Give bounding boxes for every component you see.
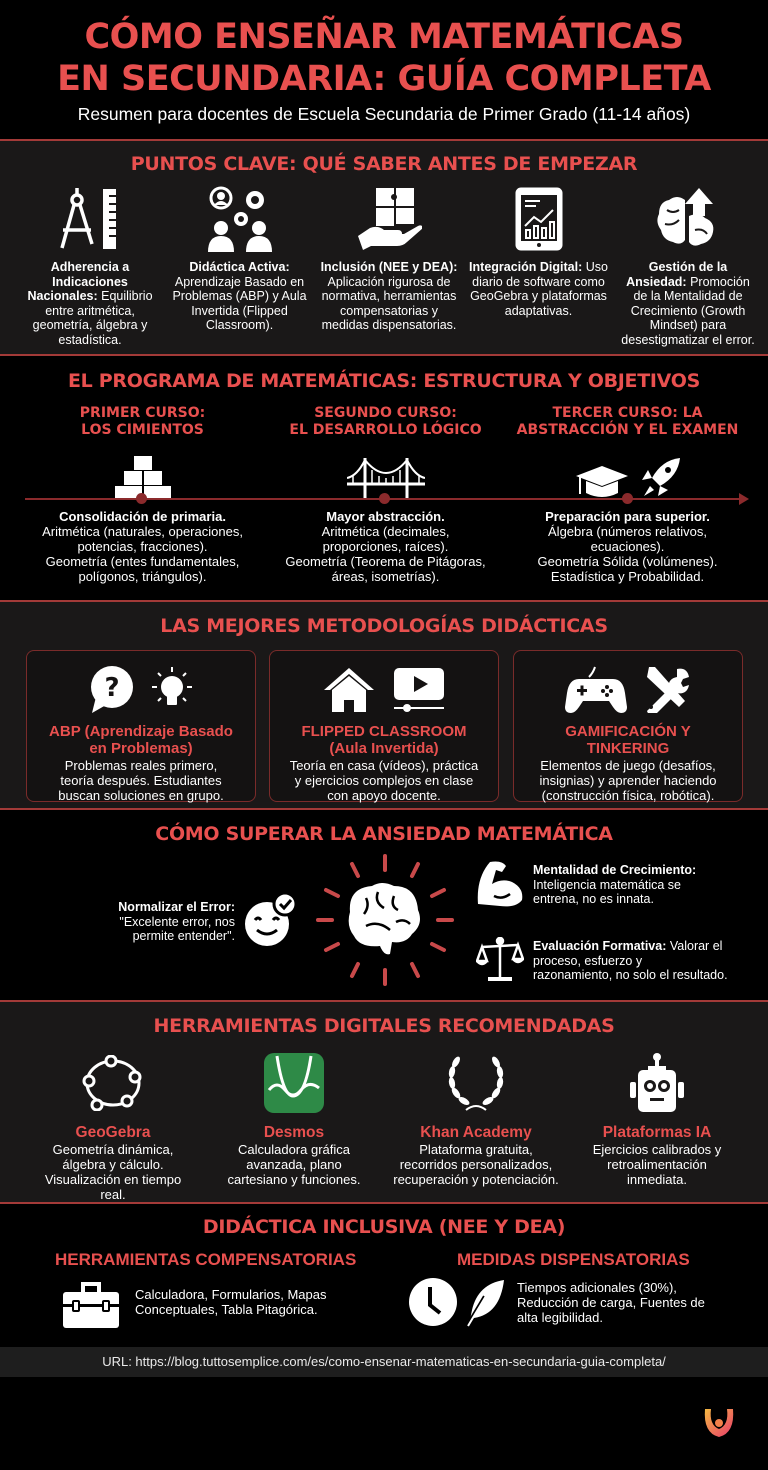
method-card-abp: ? ABP (Aprendizaje Basado en Problemas) Problemas reales primero, teoría después. Estudiantes buscan soluciones en grupo. bbox=[26, 650, 256, 802]
tool-khan-academy: Khan Academy Plataforma gratuita, recorridos personalizados, recuperación y potenciación. bbox=[391, 1048, 561, 1187]
tools-icon bbox=[643, 665, 691, 713]
laurel-wreath-icon bbox=[391, 1048, 561, 1118]
key-point-item: Integración Digital: Uso diario de software como GeoGebra y plataformas adaptativas. bbox=[469, 181, 609, 347]
header bbox=[0, 0, 768, 140]
method-card-gamification: GAMIFICACIÓN Y TINKERING Elementos de juego (desafíos, insignias) y aprender haciendo (construcción física, robótica). bbox=[513, 650, 743, 802]
robot-icon bbox=[572, 1048, 742, 1118]
bridge-icon bbox=[268, 445, 503, 500]
brain-rays-icon bbox=[310, 850, 460, 995]
gamepad-icon bbox=[565, 665, 627, 713]
key-point-item: Adherencia a Indicaciones Nacionales: Equilibrio entre aritmética, geometría, álgebra y estadística. bbox=[20, 181, 160, 347]
desmos-icon bbox=[209, 1048, 379, 1118]
section-title: PUNTOS CLAVE: QUÉ SABER ANTES DE EMPEZAR bbox=[130, 153, 638, 175]
source-url[interactable]: URL: https://blog.tuttosemplice.com/es/como-ensenar-matematicas-en-secundaria-guia-completa/ bbox=[0, 1347, 768, 1377]
timeline-dot bbox=[379, 493, 390, 504]
tool-desmos: Desmos Calculadora gráfica avanzada, plano cartesiano y funciones. bbox=[209, 1048, 379, 1187]
brain-arrow-icon bbox=[618, 181, 758, 256]
graduation-rocket-icon bbox=[510, 445, 745, 500]
growth-mindset-text: Mentalidad de Crecimiento: Inteligencia matemática se entrena, no es innata. bbox=[533, 863, 697, 906]
hand-puzzle-icon bbox=[319, 181, 459, 256]
dispensatory-heading: MEDIDAS DISPENSATORIAS bbox=[457, 1250, 690, 1269]
compensatory-text: Calculadora, Formularios, Mapas Conceptuales, Tabla Pitagórica. bbox=[135, 1287, 327, 1317]
feather-icon bbox=[464, 1278, 506, 1333]
timeline-dot bbox=[622, 493, 633, 504]
section-title: EL PROGRAMA DE MATEMÁTICAS: ESTRUCTURA Y OBJETIVOS bbox=[68, 370, 700, 392]
flexed-arm-icon bbox=[476, 860, 524, 913]
timeline bbox=[25, 498, 745, 500]
page-subtitle: Resumen para docentes de Escuela Secundaria de Primer Grado (11-14 años) bbox=[77, 104, 691, 124]
scales-icon bbox=[476, 937, 524, 988]
method-heading: GAMIFICACIÓN Y TINKERING bbox=[565, 723, 691, 757]
svg-text:?: ? bbox=[104, 673, 120, 703]
key-points-section bbox=[0, 141, 768, 354]
tool-name: GeoGebra bbox=[75, 1124, 151, 1141]
house-icon bbox=[322, 666, 376, 712]
formative-assessment-text: Evaluación Formativa: Valorar el proceso, esfuerzo y razonamiento, no solo el resultado. bbox=[533, 939, 728, 982]
compensatory-heading: HERRAMIENTAS COMPENSATORIAS bbox=[55, 1250, 357, 1269]
dispensatory-text: Tiempos adicionales (30%), Reducción de carga, Fuentes de alta legibilidad. bbox=[517, 1280, 705, 1325]
compass-ruler-icon bbox=[20, 181, 160, 256]
section-title: DIDÁCTICA INCLUSIVA (NEE Y DEA) bbox=[202, 1216, 566, 1238]
geogebra-icon bbox=[28, 1048, 198, 1118]
video-play-icon bbox=[392, 666, 446, 712]
brand-logo-icon bbox=[702, 1405, 736, 1444]
tool-geogebra: GeoGebra Geometría dinámica, álgebra y cálculo. Visualización en tiempo real. bbox=[28, 1048, 198, 1202]
method-card-flipped: FLIPPED CLASSROOM (Aula Invertida) Teoría en casa (vídeos), práctica y ejercicios complejos en clase con apoyo docente. bbox=[269, 650, 499, 802]
section-title: CÓMO SUPERAR LA ANSIEDAD MATEMÁTICA bbox=[155, 823, 613, 845]
curriculum-year-3-text: Preparación para superior. Álgebra (números relativos, ecuaciones). Geometría Sólida (volúmenes). Estadística y Probabilidad. bbox=[537, 509, 718, 584]
section-title: HERRAMIENTAS DIGITALES RECOMENDADAS bbox=[153, 1015, 615, 1037]
lightbulb-icon bbox=[150, 665, 194, 713]
curriculum-year-2-text: Mayor abstracción. Aritmética (decimales, proporciones, raíces). Geometría (Teorema de Pitágoras, áreas, isometrías). bbox=[285, 509, 486, 584]
normalize-error-text: Normalizar el Error: "Excelente error, nos permite entender". bbox=[118, 900, 235, 943]
key-point-item: Gestión de la Ansiedad: Promoción de la Mentalidad de Crecimiento (Growth Mindset) para desestigmatizar el error. bbox=[618, 181, 758, 347]
method-heading: FLIPPED CLASSROOM (Aula Invertida) bbox=[301, 723, 467, 757]
tablet-chart-icon bbox=[469, 181, 609, 256]
tools-section bbox=[0, 1002, 768, 1202]
tool-ai-platforms: Plataformas IA Ejercicios calibrados y retroalimentación inmediata. bbox=[572, 1048, 742, 1187]
curriculum-year-2: SEGUNDO CURSO: EL DESARROLLO LÓGICO bbox=[268, 405, 503, 500]
curriculum-year-3: TERCER CURSO: LA ABSTRACCIÓN Y EL EXAMEN bbox=[510, 405, 745, 500]
tool-name: Khan Academy bbox=[420, 1124, 532, 1141]
blocks-icon bbox=[25, 445, 260, 500]
page-title: CÓMO ENSEÑAR MATEMÁTICAS EN SECUNDARIA: GUÍA COMPLETA bbox=[57, 17, 711, 99]
methods-section bbox=[0, 602, 768, 808]
curriculum-year-1: PRIMER CURSO: LOS CIMIENTOS bbox=[25, 405, 260, 500]
tool-name: Desmos bbox=[263, 1124, 325, 1141]
timeline-arrow-icon bbox=[739, 493, 749, 505]
smile-check-icon bbox=[243, 892, 299, 953]
key-point-item: Didáctica Activa: Aprendizaje Basado en Problemas (ABP) y Aula Invertida (Flipped Classroom). bbox=[170, 181, 310, 347]
section-title: LAS MEJORES METODOLOGÍAS DIDÁCTICAS bbox=[160, 615, 608, 637]
tool-name: Plataformas IA bbox=[602, 1124, 712, 1141]
key-point-item: Inclusión (NEE y DEA): Aplicación rigurosa de normativa, herramientas compensatorias y medidas dispensatorias. bbox=[319, 181, 459, 347]
clock-icon bbox=[408, 1277, 458, 1332]
timeline-dot bbox=[136, 493, 147, 504]
people-gears-icon bbox=[170, 181, 310, 256]
curriculum-year-1-text: Consolidación de primaria. Aritmética (naturales, operaciones, potencias, fracciones). Geometría (entes fundamentales, polígonos, triángulos). bbox=[42, 509, 243, 584]
question-bubble-icon bbox=[88, 665, 134, 713]
method-heading: ABP (Aprendizaje Basado en Problemas) bbox=[49, 723, 233, 757]
toolbox-icon bbox=[62, 1280, 120, 1333]
